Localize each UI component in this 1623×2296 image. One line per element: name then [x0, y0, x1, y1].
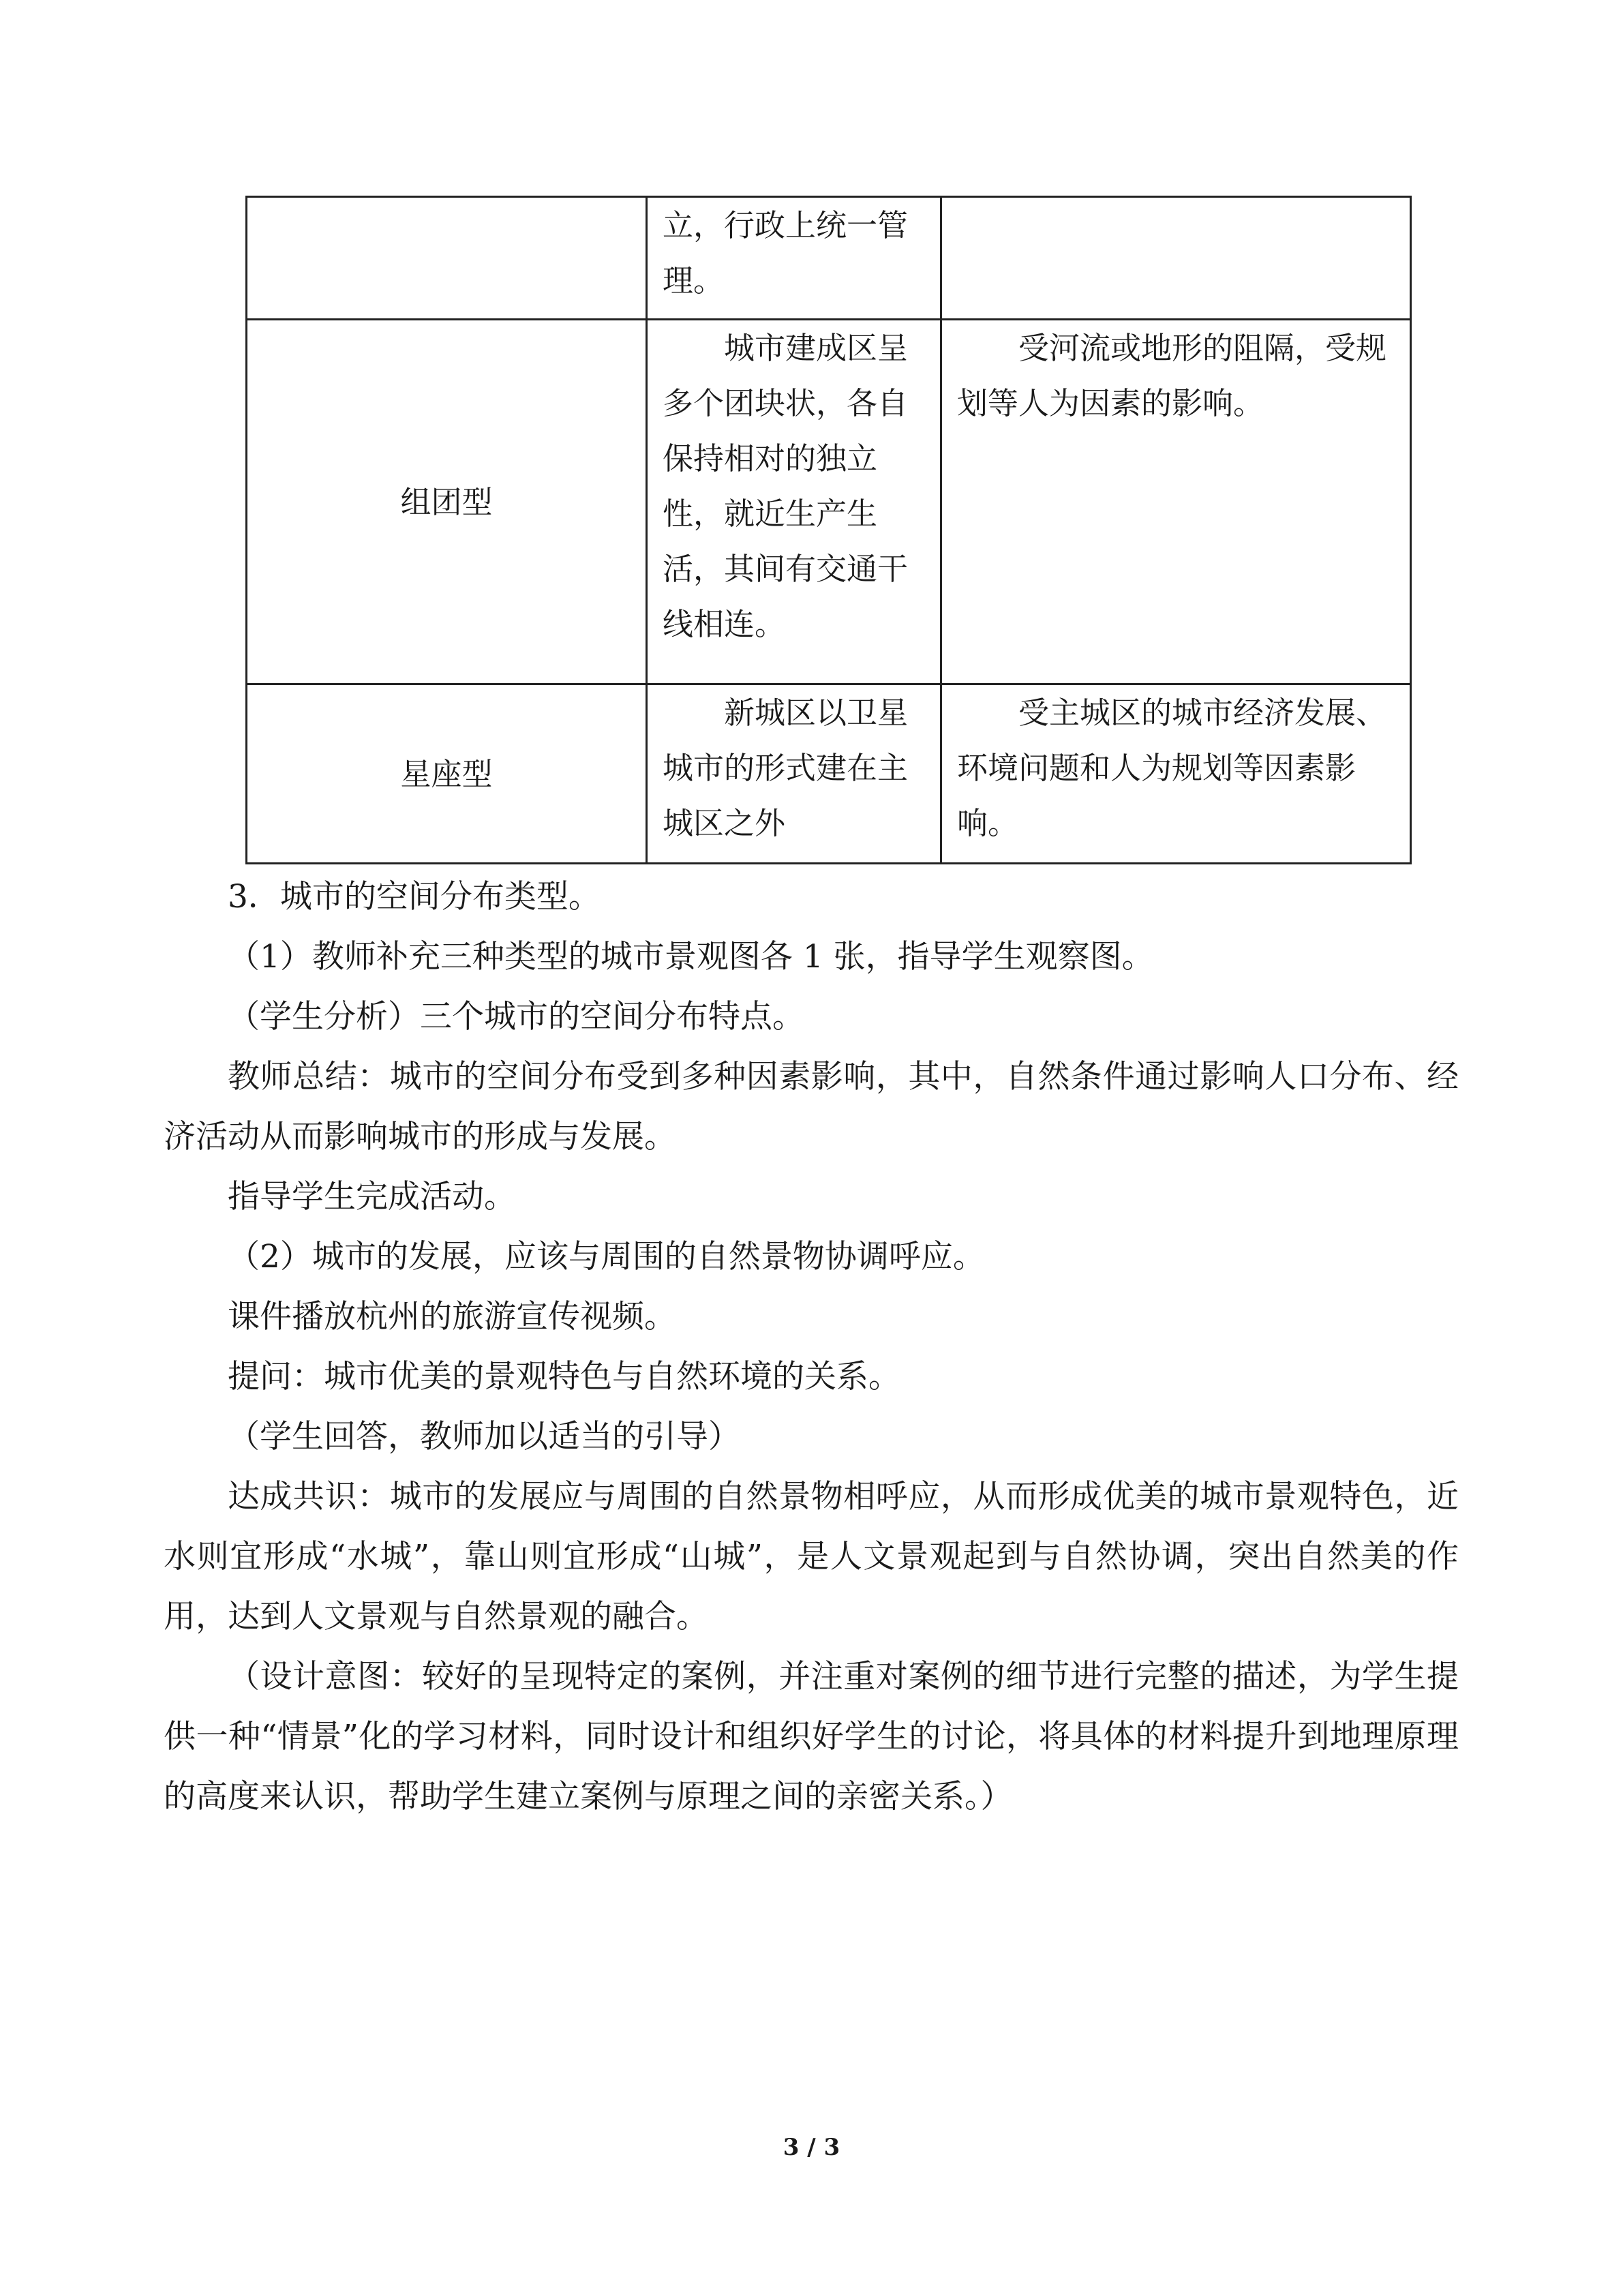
type-cell: 星座型	[247, 684, 647, 864]
feature-cell: 新城区以卫星城市的形式建在主城区之外	[647, 684, 941, 864]
paragraph: （1）教师补充三种类型的城市景观图各 1 张，指导学生观察图。	[228, 938, 1154, 976]
paragraph: 指导学生完成活动。	[228, 1178, 516, 1215]
paragraph: 课件播放杭州的旅游宣传视频。	[228, 1298, 676, 1335]
type-cell: 组团型	[247, 320, 647, 684]
paragraph: 达成共识：城市的发展应与周围的自然景物相呼应，从而形成优美的城市景观特色，近水则宜形成“水城”，靠山则宜形成“山城”，是人文景观起到与自然协调，突出自然美的作用，达到人文景观与自然景观的融合。	[164, 1478, 1459, 1635]
body-text	[164, 867, 1459, 1827]
table-row	[247, 197, 1411, 320]
paragraph: 教师总结：城市的空间分布受到多种因素影响，其中，自然条件通过影响人口分布、经济活动从而影响城市的形成与发展。	[164, 1058, 1459, 1155]
reason-cell: 受河流或地形的阻隔，受规划等人为因素的影响。	[941, 320, 1411, 684]
reason-cell	[941, 197, 1411, 320]
paragraph: （学生回答，教师加以适当的引导）	[228, 1418, 740, 1455]
page-number: 3 / 3	[783, 2134, 840, 2161]
paragraph: 提问：城市优美的景观特色与自然环境的关系。	[228, 1358, 900, 1395]
type-cell	[247, 197, 647, 320]
reason-cell: 受主城区的城市经济发展、环境问题和人为规划等因素影响。	[941, 684, 1411, 864]
feature-cell: 城市建成区呈多个团块状，各自保持相对的独立性，就近生产生活，其间有交通干线相连。	[647, 320, 941, 684]
paragraph: （学生分析）三个城市的空间分布特点。	[228, 998, 804, 1036]
table-row	[247, 684, 1411, 864]
paragraph: （设计意图：较好的呈现特定的案例，并注重对案例的细节进行完整的描述，为学生提供一种“情景”化的学习材料，同时设计和组织好学生的讨论，将具体的材料提升到地理原理的高度来认识，帮助学生建立案例与原理之间的亲密关系。）	[164, 1658, 1459, 1815]
paragraph: （2）城市的发展，应该与周围的自然景物协调呼应。	[228, 1238, 985, 1275]
feature-cell: 立，行政上统一管理。	[647, 197, 941, 320]
table-row	[247, 320, 1411, 684]
city-form-table	[245, 196, 1412, 864]
paragraph: 3．城市的空间分布类型。	[228, 878, 601, 916]
